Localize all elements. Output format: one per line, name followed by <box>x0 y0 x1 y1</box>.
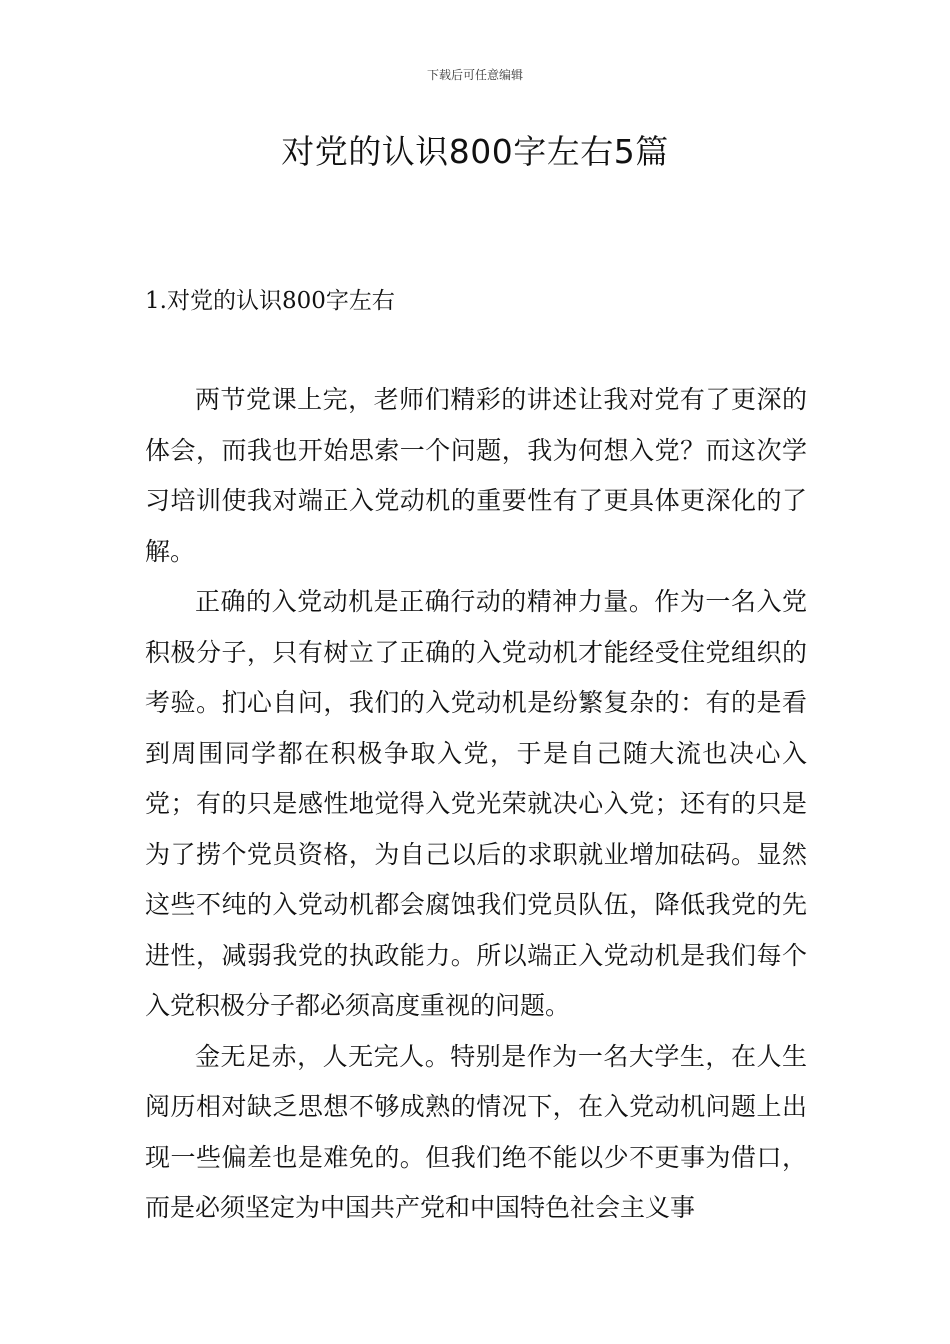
body-text <box>145 375 807 1234</box>
paragraph: 正确的入党动机是正确行动的精神力量。作为一名入党积极分子，只有树立了正确的入党动机才能经受住党组织的考验。扪心自问，我们的入党动机是纷繁复杂的：有的是看到周围同学都在积极争取入党，于是自己随大流也决心入党；有的只是感性地觉得入党光荣就决心入党；还有的只是为了捞个党员资格，为自己以后的求职就业增加砝码。显然这些不纯的入党动机都会腐蚀我们党员队伍，降低我党的先进性，减弱我党的执政能力。所以端正入党动机是我们每个入党积极分子都必须高度重视的问题。 <box>145 587 807 1020</box>
section-heading: 1.对党的认识800字左右 <box>145 288 395 314</box>
paragraph: 两节党课上完，老师们精彩的讲述让我对党有了更深的体会，而我也开始思索一个问题，我为何想入党？而这次学习培训使我对端正入党动机的重要性有了更具体更深化的了解。 <box>145 385 807 566</box>
document-title: 对党的认识800字左右5篇 <box>281 132 669 171</box>
paragraph: 金无足赤，人无完人。特别是作为一名大学生，在人生阅历相对缺乏思想不够成熟的情况下，在入党动机问题上出现一些偏差也是难免的。但我们绝不能以少不更事为借口，而是必须坚定为中国共产党和中国特色社会主义事 <box>145 1041 807 1222</box>
header-note: 下载后可任意编辑 <box>426 68 523 82</box>
